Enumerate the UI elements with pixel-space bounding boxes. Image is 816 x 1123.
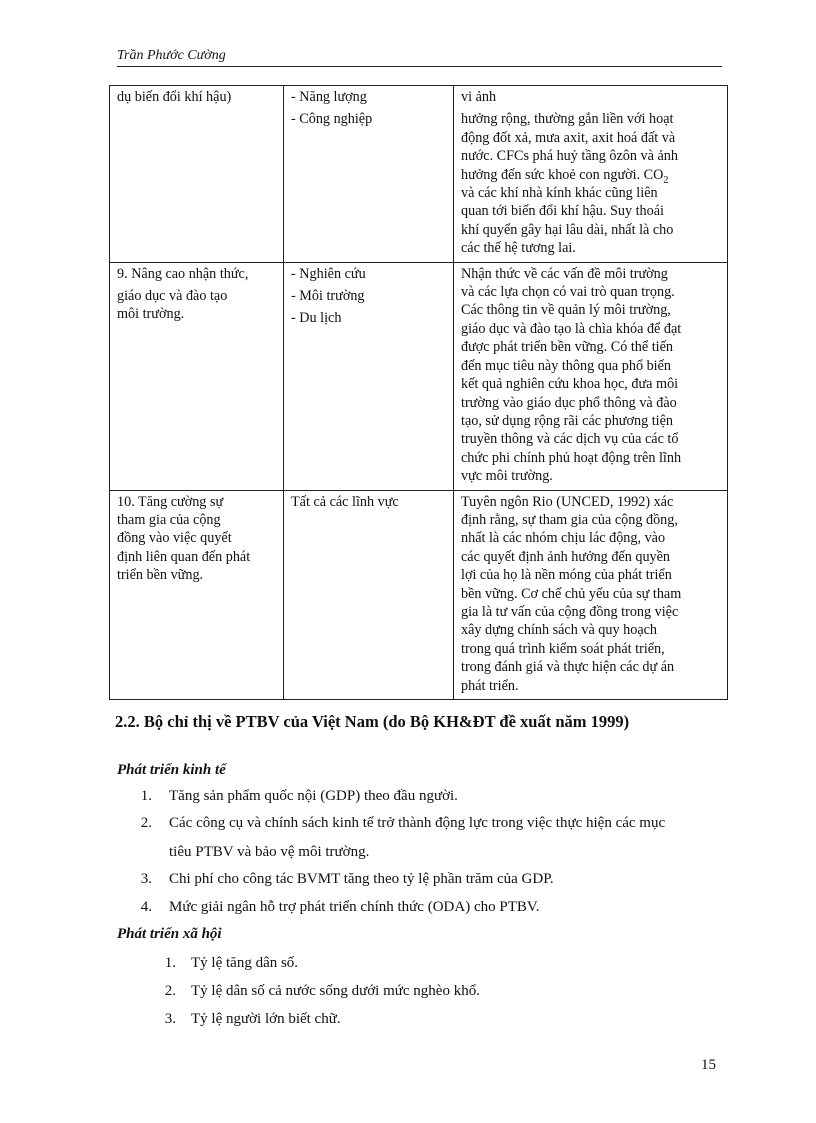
cell-line: quan tới biến đổi khí hậu. Suy thoái: [461, 203, 664, 220]
cell-line: gia là tư vấn của cộng đồng trong việc: [461, 603, 679, 620]
list-number: 1.: [140, 788, 152, 804]
cell-line: kết quả nghiên cứu khoa học, đưa môi: [461, 376, 679, 393]
cell-line: nước. CFCs phá huỷ tầng ôzôn và ảnh: [461, 148, 678, 165]
list-text: Các công cụ và chính sách kinh tế trở thành động lực trong việc thực hiện các mục: [169, 815, 666, 831]
list-number: 1.: [164, 955, 176, 971]
cell-line: tham gia của cộng: [117, 511, 221, 528]
cell-line: tạo, sử dụng rộng rãi các phương tiện: [461, 412, 673, 429]
cell-line: đến mục tiêu này thông qua phổ biến: [461, 357, 672, 374]
list-number: 2.: [164, 983, 176, 999]
co2-subscript: 2: [663, 174, 669, 186]
cell-line: dụ biến đổi khí hậu): [117, 89, 232, 105]
cell-line: - Công nghiệp: [291, 111, 373, 128]
table-row: [110, 490, 728, 699]
table-cell-topic: [110, 86, 284, 263]
cell-line: các thế hệ tương lai.: [461, 240, 576, 257]
list-number: 2.: [140, 815, 152, 831]
list-text: Mức giải ngân hỗ trợ phát triển chính thức (ODA) cho PTBV.: [169, 899, 540, 915]
cell-line: chức phi chính phủ hoạt động trên lĩnh: [461, 449, 682, 466]
cell-line: Tất cả các lĩnh vực: [291, 493, 399, 510]
table-cell-description: [454, 86, 728, 263]
cell-line: 10. Tăng cường sự: [117, 493, 224, 510]
table-cell-description: [454, 490, 728, 699]
table-cell-sectors: [284, 86, 454, 263]
cell-line: phát triển.: [461, 677, 519, 694]
subheading-social: Phát triển xã hội: [117, 926, 222, 942]
cell-line: trong quá trình kiểm soát phát triển,: [461, 640, 665, 657]
list-number: 4.: [140, 899, 152, 915]
list-text: tiêu PTBV và bảo vệ môi trường.: [169, 844, 370, 860]
table-cell-topic: [110, 262, 284, 490]
cell-line: định liên quan đến phát: [117, 548, 251, 565]
subheading-economic: Phát triển kinh tế: [117, 762, 226, 778]
list-number: 3.: [140, 871, 152, 887]
cell-line: Tuyên ngôn Rio (UNCED, 1992) xác: [461, 493, 674, 510]
page-number: 15: [701, 1057, 716, 1073]
indicator-table: [109, 85, 728, 700]
list-text: Tỷ lệ dân số cả nước sống dưới mức nghèo khổ.: [191, 983, 480, 999]
cell-line: đồng vào việc quyết: [117, 530, 232, 547]
cell-line: triển bền vững.: [117, 567, 204, 584]
cell-line: vực môi trường.: [461, 468, 553, 485]
cell-line: hưởng rộng, thường gắn liền với hoạt: [461, 111, 674, 128]
cell-line: động đốt xả, mưa axit, axit hoá đất và: [461, 129, 676, 146]
cell-line: - Năng lượng: [291, 89, 367, 105]
running-header: Trần Phước Cường: [117, 48, 226, 63]
table-row: [110, 262, 728, 490]
list-text: Tăng sản phẩm quốc nội (GDP) theo đầu người.: [169, 788, 458, 804]
list-text: Tỷ lệ tăng dân số.: [191, 955, 299, 971]
cell-line: định rằng, sự tham gia của cộng đồng,: [461, 511, 678, 528]
cell-line: Các thông tin về quản lý môi trường,: [461, 302, 671, 319]
cell-line: lợi của họ là nền móng của phát triển: [461, 567, 672, 584]
cell-line: truyền thông và các dịch vụ của các tổ: [461, 431, 679, 448]
list-text: Chi phí cho công tác BVMT tăng theo tỷ lệ phần trăm của GDP.: [169, 871, 554, 887]
list-number: 3.: [164, 1011, 176, 1027]
list-text: Tỷ lệ người lớn biết chữ.: [191, 1011, 341, 1027]
header-rule: [117, 66, 722, 67]
cell-line: trường vào giáo dục phổ thông và đào: [461, 394, 677, 411]
cell-line: và các lựa chọn có vai trò quan trọng.: [461, 284, 675, 301]
cell-line: 9. Nâng cao nhận thức,: [117, 265, 249, 282]
cell-line: [461, 166, 720, 184]
cell-line: vi ảnh: [461, 89, 497, 105]
table-cell-sectors: [284, 262, 454, 490]
cell-line: giáo dục và đào tạo là chìa khóa để đạt: [461, 320, 682, 337]
table-row: [110, 86, 728, 263]
cell-line: - Nghiên cứu: [291, 265, 366, 282]
cell-line: Nhận thức về các vấn đề môi trường: [461, 265, 668, 282]
table-cell-topic: [110, 490, 284, 699]
table-cell-sectors: [284, 490, 454, 699]
cell-line: xây dựng chính sách và quy hoạch: [461, 622, 658, 639]
cell-line: nhất là các nhóm chịu lác động, vào: [461, 530, 666, 547]
section-title: 2.2. Bộ chỉ thị về PTBV của Việt Nam (do Bộ KH&ĐT đề xuất năm 1999): [115, 712, 630, 731]
cell-line: môi trường.: [117, 306, 185, 323]
table-cell-description: [454, 262, 728, 490]
cell-line: các quyết định ảnh hưởng đến quyền: [461, 548, 671, 565]
cell-line: bền vững. Cơ chế chủ yếu của sự tham: [461, 585, 682, 602]
cell-line: khí quyển gây hại lâu dài, nhất là cho: [461, 221, 674, 238]
cell-text: hưởng đến sức khoẻ con người. CO: [461, 166, 664, 183]
cell-line: trong đánh giá và thực hiện các dự án: [461, 659, 675, 676]
cell-line: - Du lịch: [291, 310, 342, 327]
cell-line: - Môi trường: [291, 288, 365, 305]
cell-line: được phát triển bền vững. Có thể tiến: [461, 339, 674, 356]
cell-line: giáo dục và đào tạo: [117, 288, 228, 305]
cell-line: và các khí nhà kính khác cũng liên: [461, 185, 658, 202]
